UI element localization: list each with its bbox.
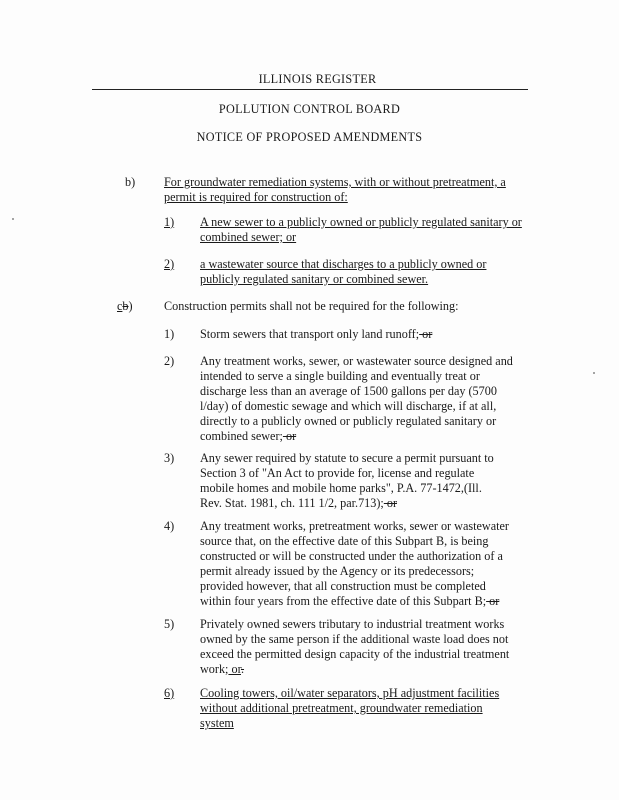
section-c-item-6-label (164, 686, 174, 701)
notice-title: NOTICE OF PROPOSED AMENDMENTS (196, 130, 423, 144)
label-added: c (117, 299, 123, 313)
item-text: Any treatment works, pretreatment works, sewer or wastewater source that, on the effective date of this Subpart B, is being constructed or will be constructed under the authorization of a permit already issued by the Agency or its predecessors; provided however, that all construction must be completed within four years from the effective date of this Subpart B; (200, 519, 509, 608)
item-text: Any sewer required by statute to secure a permit pursuant to Section 3 of "An Act to provide for, license and regulate mobile homes and mobile home parks", P.A. 77-1472,(Ill. Rev. Stat. 1981, ch. 111 1/2, par.713); (200, 451, 494, 510)
section-c-item-1-label: 1) (164, 327, 175, 341)
section-b-item-2-label (164, 257, 174, 272)
added-text: or (228, 662, 241, 676)
struck-text: or (383, 496, 398, 510)
scan-speck (593, 372, 595, 374)
item-label: 1) (164, 215, 175, 229)
struck-text: or (486, 594, 500, 608)
section-b-item-2-text: a wastewater source that discharges to a publicly owned or publicly regulated sanitary or combined sewer. (200, 257, 487, 286)
label-paren: ) (128, 299, 133, 313)
section-c-text: Construction permits shall not be required for the following: (164, 299, 459, 313)
section-c-item-2-label: 2) (164, 354, 175, 368)
register-title: ILLINOIS REGISTER (258, 72, 377, 86)
item-label: 6) (164, 686, 175, 700)
section-c-item-5-text (200, 617, 510, 677)
scan-speck (12, 218, 14, 220)
struck-text: . (240, 662, 245, 676)
item-text: Any treatment works, sewer, or wastewater source designed and intended to serve a single building and eventually treat or discharge less than an average of 1500 gallons per day (5700 l/day) of domestic sewage and which will discharge, if at all, directly to a publicly owned or publicly regulated sanitary or combined sewer; (200, 354, 513, 443)
board-title: POLLUTION CONTROL BOARD (218, 102, 401, 116)
struck-text: or (419, 327, 433, 341)
section-c-item-1-text (200, 327, 520, 342)
section-b-label-text: b) (125, 175, 136, 189)
section-c-item-3-label: 3) (164, 451, 175, 465)
item-text: Privately owned sewers tributary to industrial treatment works owned by the same person if the additional waste load does not exceed the permitted design capacity of the industrial treatment work; (200, 617, 510, 676)
struck-text: or (282, 429, 297, 443)
item-label: 2) (164, 257, 175, 271)
section-c-item-4-text (200, 519, 512, 609)
section-b-item-1-text: A new sewer to a publicly owned or publicly regulated sanitary or combined sewer; or (200, 215, 522, 244)
section-c-item-6-text: Cooling towers, oil/water separators, pH adjustment facilities without additional pretreatment, groundwater remediation system (200, 686, 500, 730)
item-text: Storm sewers that transport only land runoff; (200, 327, 420, 341)
section-c-item-2-text (200, 354, 515, 444)
section-c-item-5-label: 5) (164, 617, 175, 631)
label-struck: b (122, 299, 129, 313)
section-b-label (125, 175, 135, 190)
section-b-text: For groundwater remediation systems, with or without pretreatment, a permit is required for construction of: (164, 175, 506, 204)
section-b-item-1-label (164, 215, 174, 230)
section-c-item-4-label: 4) (164, 519, 175, 533)
section-c-item-3-text (200, 451, 500, 511)
section-c-label (117, 299, 133, 314)
header-rule (92, 89, 528, 90)
